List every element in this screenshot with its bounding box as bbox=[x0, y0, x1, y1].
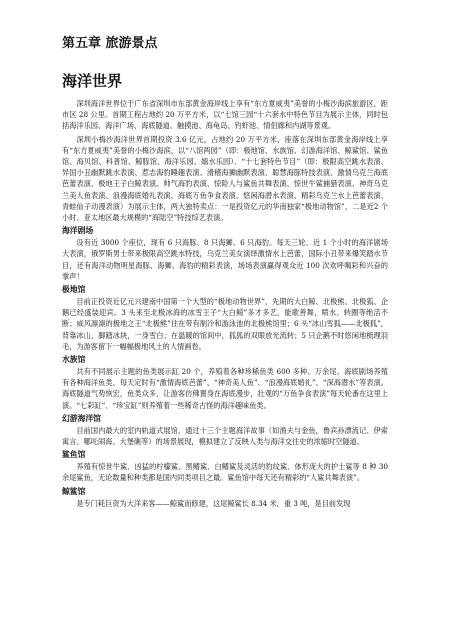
chapter-title: 第五章 旅游景点 bbox=[62, 36, 158, 51]
subsection-paragraph: 是专门耗巨资为大洋来客——鲸鲨而修建，这尾鲸鲨长 8.34 米，重 3 吨，是目前发现 bbox=[76, 498, 351, 508]
subsection-paragraph: 设有近 3000 个座位，现有 6 只海豚、8 只海狮、6 只海豹。每天三轮、近 1 个小时的海洋剧场大表演，俄罗斯男士带来极限高空跳水特技，乌克兰美女演绎激情水上芭蕾，国际小丑带来爆笑踏水节目，还有海洋动物明星海豚、海狮、海豹的精彩表演，场场表演赢得观众近 100 次欢呼喝彩和兴奋的掌声！ bbox=[62, 238, 388, 281]
subsection-title-fantasy-ocean-hall: 幻游海洋馆 bbox=[62, 413, 101, 423]
subsection-title-ocean-theater: 海洋剧场 bbox=[62, 226, 94, 236]
subsection-paragraph: 共有不同展示主题的鱼类展示缸 20 个，养殖着各种珍稀鱼类 600 多种、万余尾。海底剧场养殖有各种海洋鱼类，每天定时有“激情海底芭蕾”、“神奇美人鱼”、“浪漫海底婚礼”、“深海潜水”等表演。海底隧道气势恢宏，鱼类众多，让游客仿佛置身在海底漫步，壮观的“万鱼争食表演”每天轮番在这里上演。“七彩缸”、“珍宝缸”则养殖着一些稀奇古怪的海洋趣味鱼类。 bbox=[62, 367, 388, 410]
subsection-title-shark-hall: 鲨鱼馆 bbox=[62, 450, 86, 460]
subsection-title-aquarium: 水族馆 bbox=[62, 355, 86, 365]
subsection-paragraph: 目前国内最大的室内轨道式展馆，通过十三个主题海洋故事（如渔夫与金鱼，鲁宾孙漂流记、伊索寓言、哪吒闹海、大堡礁等）的场景展现，模拟建立了反映人类与海洋交往史的浓缩时空隧道。 bbox=[62, 425, 388, 447]
intro-paragraph: 深圳小梅沙海洋世界首期投资 3.6 亿元，占地约 20 万平方米，座落在深圳东部黄金海岸线上享有“东方夏威夷”美誉的小梅沙海滨，以“八馆两园”（即：极地馆、水族馆、幻游海洋馆、鲸鲨馆、鲨鱼馆、海贝馆、科普馆、鲸豚馆、海洋乐园、嬉水乐园）、“十七套特色节目”（即：极限高空跳水表演、异国小丑幽默跳水表演、惹志海豹睡趣表演、滑稽海狮幽默表演、聪慧海豚特技表演、激情乌克兰海底芭蕾表演、极地王子白鲸表演、帅气海豹表演、惊险人与鲨鱼共舞表演、惊世牛鲨捕猎表演、神奇乌克兰美人鱼表演、浪漫海底婚礼表演、海底万鱼争食表演、悠闲海潜水表演、精彩乌克兰水上芭蕾表演、青蛙仙子动漫表演）为展示主体，两大独特卖点：一是投资亿元的华南独家“极地动物馆”，二是近2 个小时、亚太地区最大规模的“海陆空”特技综艺表演。 bbox=[62, 134, 388, 223]
section-title: 海洋世界 bbox=[62, 72, 123, 90]
subsection-paragraph: 养殖有惊世牛鲨、凶猛的柠檬鲨、黑鳍鲨、白鳍鲨及灵活的豹纹鲨、体形庞大的护士鲨等 8 种 30 余尾鲨鱼，无论数量和种类都是国内同类项目之最。鲨鱼馆中每天还有精彩的“人鲨共舞表演”。 bbox=[62, 462, 388, 483]
subsection-title-whale-shark-hall: 鲸鲨馆 bbox=[62, 486, 86, 496]
subsection-paragraph: 目前正投资近亿元兴建南中国第一个大型的“极地动物世界”，先期的大白鲸、北极熊、北极狐、企鹅已经盛装迎宾。3 头来至北极冰海的冰雪王子“大白鲸”多才多艺，能歌善舞，喷水、转圈等绝活不断；威风凛凛的极地之王“北极熊”住在带有制冷和游泳池的北极熊馆里；6 头“冰山雪狐——北极狐”，背靠冰山、脚踏冰块，一身雪白；在温暖的馆间中，狐狐的双眼放光流转；5 只企鹅不时悠闲地梳理羽毛，为游客留下一幅幅极地风土的人情画卷。 bbox=[62, 297, 388, 351]
intro-paragraph: 深圳海洋世界位于广东省深圳市东部黄金海岸线上享有“东方夏威夷”美誉的小梅沙海滨旅游区，距市区 28 公里。首期工程占地约 20 万平方米，以“七馆三园“十六套水中特色节目为展示主体，同时包括海洋乐园、海洋广场、海底隧道、触摸池、海龟岛、钓虾池、情侣廊和内湖等景观。 bbox=[62, 99, 388, 131]
subsection-title-polar-hall: 极地馆 bbox=[62, 285, 86, 295]
